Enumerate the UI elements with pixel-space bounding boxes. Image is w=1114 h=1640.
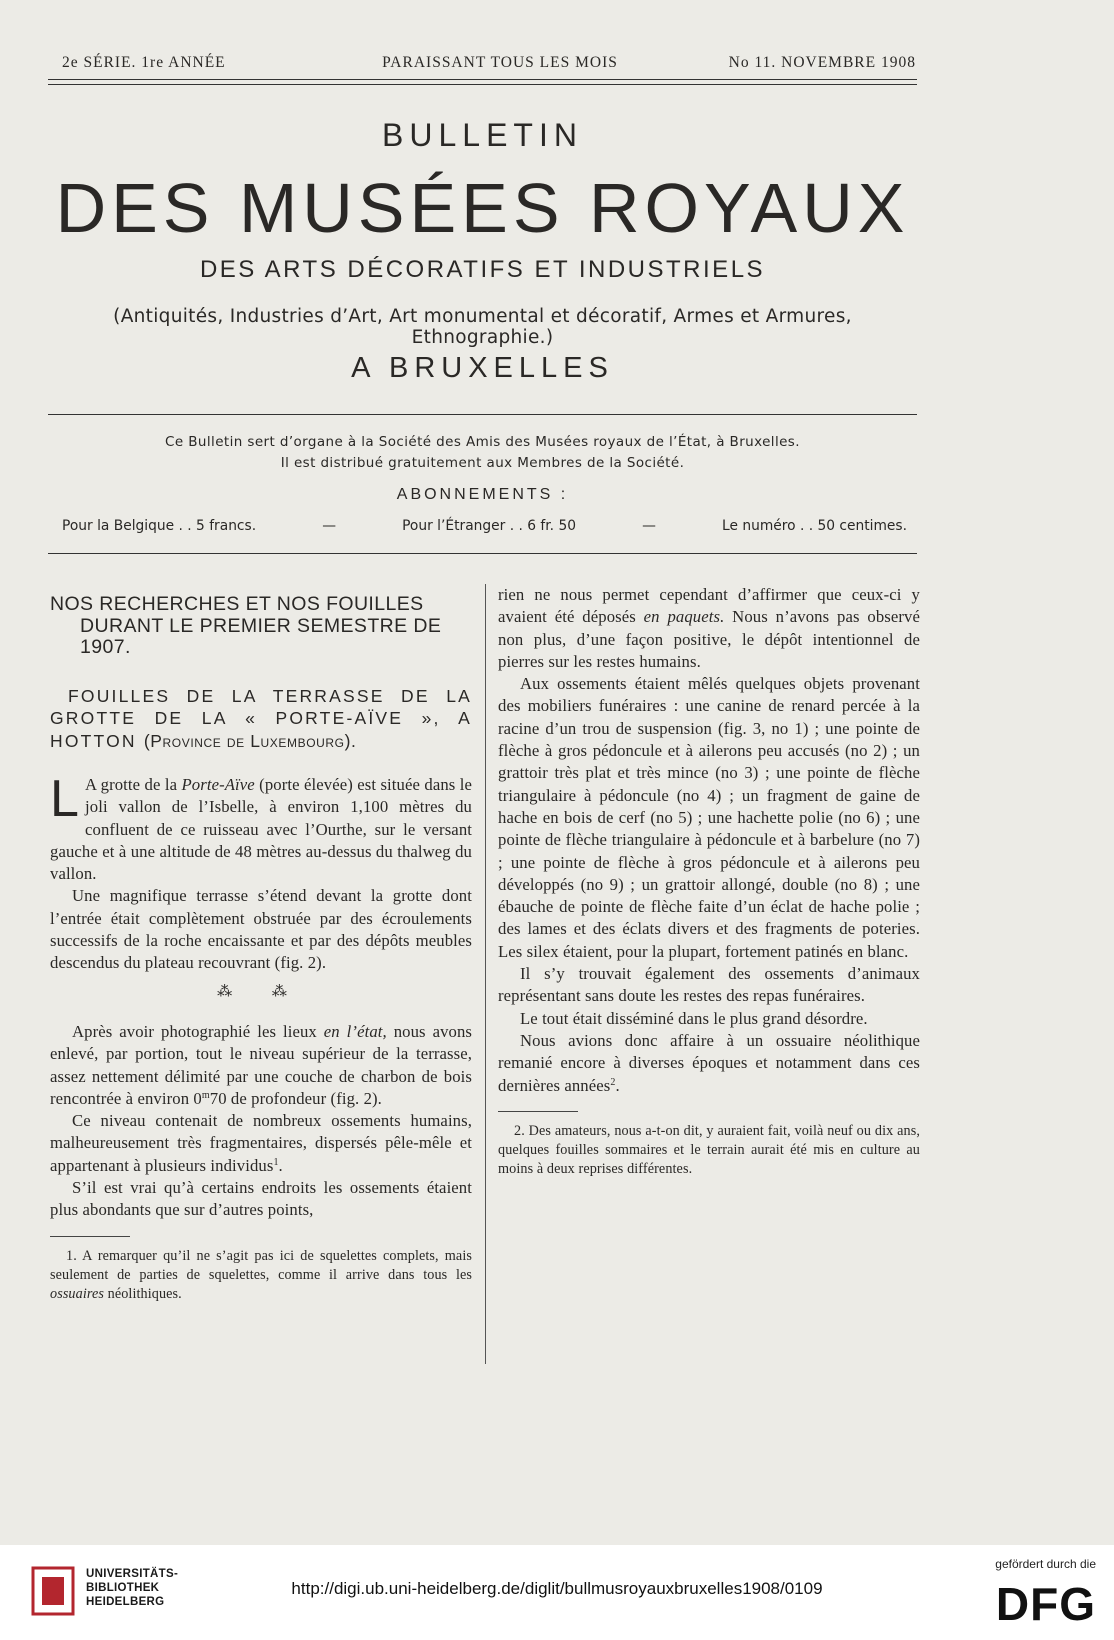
r1-emphasis: en paquets. bbox=[643, 607, 725, 627]
masthead-rule bbox=[48, 414, 917, 415]
footnote-ref-1: 1 bbox=[273, 1156, 279, 1168]
p1-emphasis: Porte-Aïve bbox=[181, 775, 255, 794]
section-title bbox=[50, 685, 472, 753]
masthead-title: DES MUSÉES ROYAUX bbox=[55, 169, 910, 247]
fn1-text-b: néolithiques. bbox=[103, 1285, 182, 1302]
header-series: 2e SÉRIE. 1re ANNÉE bbox=[62, 54, 226, 71]
paragraph-r3: Il s’y trouvait également des ossements d’animaux représentant sans doute les restes des repas funéraires. bbox=[498, 964, 920, 1006]
fn1-emphasis: ossuaires bbox=[50, 1285, 104, 1302]
column-divider bbox=[485, 584, 486, 1364]
subscription-heading: ABONNEMENTS : bbox=[396, 486, 569, 503]
library-line-1: UNIVERSITÄTS- bbox=[86, 1568, 179, 1580]
subscription-rule bbox=[48, 553, 917, 554]
paragraph-3 bbox=[50, 1021, 472, 1110]
library-line-3: HEIDELBERG bbox=[86, 1596, 165, 1608]
p3-superscript: m bbox=[201, 1089, 210, 1101]
organ-line-1: Ce Bulletin sert d’organe à la Société des Amis des Musées royaux de l’État, à Bruxelles. bbox=[165, 434, 800, 450]
masthead-description: (Antiquités, Industries d’Art, Art monumental et décoratif, Armes et Armures, Ethnographie.) bbox=[113, 306, 852, 348]
masthead-subtitle: DES ARTS DÉCORATIFS ET INDUSTRIELS bbox=[199, 256, 766, 283]
p3-text-b: nous avons enlevé, par portion, tout le niveau supérieur de la terrasse, assez nettement délimité par une couche de charbon de bois rencontrée à environ 0 bbox=[50, 1021, 473, 1108]
price-abroad: Pour l’Étranger . . 6 fr. 50 bbox=[402, 518, 576, 534]
p1-text-a: A grotte de la bbox=[85, 775, 182, 794]
footnote-rule-left bbox=[50, 1236, 130, 1237]
source-url-link[interactable]: http://digi.ub.uni-heidelberg.de/diglit/bullmusroyauxbruxelles1908/0109 bbox=[291, 1579, 823, 1598]
p1-text-b: (porte élevée) est située dans le joli vallon de l’Isbelle, à environ 1,100 mètres du confluent de ce ruisseau avec l’Ourthe, sur le versant gauche et à une altitude de 48 mètres au-dessus du thalweg du vallon. bbox=[50, 775, 472, 884]
paragraph-r2: Aux ossements étaient mêlés quelques objets provenant des mobiliers funéraires : une canine de renard percée à la racine d’un trou de suspension (fig. 3, no 1) ; une pointe de flèche à gros pédoncule et à ailerons peu accusés (no 2) ; un grattoir très plat et très mince (no 3) ; une pointe de flèche triangulaire à pédoncule (no 4) ; un fragment de gaine de hache en bois de cerf (no 5) ; une hachette polie (no 6) ; une pointe de flèche triangulaire à pédoncule et à barbelure (no 7) ; une pointe de flèche à gros pédoncule et à ailerons peu développés (no 9) ; un grattoir allongé, double (no 8) ; une ébauche de pointe de flèche faite d’un éclat de hache polie ; des lames et des éclats divers et des fragments de poteries. Les silex étaient, pour la plupart, fortement patinés en blanc. bbox=[498, 674, 920, 961]
funded-by-caption: gefördert durch die bbox=[995, 1557, 1096, 1571]
article-column-left bbox=[50, 584, 472, 1304]
p3-text-a: Après avoir photographié les lieux bbox=[72, 1021, 324, 1041]
paragraph-r5 bbox=[498, 1030, 920, 1097]
p3-emphasis: en l’état, bbox=[323, 1021, 387, 1041]
paragraph-2: Une magnifique terrasse s’étend devant la grotte dont l’entrée était complètement obstruée par des écroulements successifs de la roche encaissante et par des dépôts meubles descendus du plateau recouvrant (fig. 2). bbox=[50, 886, 472, 973]
library-line-2: BIBLIOTHEK bbox=[86, 1582, 160, 1594]
paragraph-1 bbox=[50, 770, 472, 885]
header-issue: No 11. NOVEMBRE 1908 bbox=[728, 54, 916, 71]
r1-text-a: rien ne nous permet cependant d’affirmer que ceux-ci y avaient été déposés bbox=[498, 585, 920, 627]
drop-cap: L bbox=[50, 770, 80, 828]
section-province: (Province de Luxembourg). bbox=[143, 730, 357, 751]
price-belgium: Pour la Belgique . . 5 francs. bbox=[62, 518, 257, 534]
section-ornament: ⁂ ⁂ bbox=[217, 983, 305, 1000]
r5-text: Nous avions donc affaire à un ossuaire néolithique remanié encore à diverses époques et notamment dans ces dernières années bbox=[498, 1030, 920, 1095]
price-dash-2: — bbox=[642, 518, 656, 534]
header-frequency: PARAISSANT TOUS LES MOIS bbox=[382, 54, 618, 71]
footer-banner bbox=[0, 1545, 1114, 1640]
footnote-ref-2: 2 bbox=[610, 1076, 616, 1088]
r5-end: . bbox=[615, 1075, 620, 1095]
fn1-text-a: 1. A remarquer qu’il ne s’agit pas ici de squelettes complets, mais seulement de parties de squelettes, comme il arrive dans tous les bbox=[50, 1247, 472, 1283]
organ-line-2: Il est distribué gratuitement aux Membres de la Société. bbox=[280, 455, 685, 471]
price-dash-1: — bbox=[322, 518, 336, 534]
subscription-prices bbox=[62, 518, 907, 534]
masthead-bulletin: BULLETIN bbox=[382, 117, 583, 153]
footnote-rule-right bbox=[498, 1111, 578, 1112]
paragraph-5: S’il est vrai qu’à certains endroits les ossements étaient plus abondants que sur d’autres points, bbox=[50, 1178, 472, 1220]
section-title-main: FOUILLES DE LA TERRASSE DE LA GROTTE DE LA « PORTE-AÏVE », A HOTTON bbox=[50, 685, 472, 751]
footnote-2: 2. Des amateurs, nous a-t-on dit, y auraient fait, voilà neuf ou dix ans, quelques fouilles sommaires et le terrain aurait été mis en culture au moins à deux reprises différentes. bbox=[498, 1122, 920, 1177]
masthead-city: A BRUXELLES bbox=[351, 352, 614, 384]
paragraph-4 bbox=[50, 1110, 472, 1177]
dfg-logo: DFG bbox=[995, 1578, 1096, 1630]
p4-end: . bbox=[278, 1155, 283, 1175]
paragraph-r1 bbox=[498, 584, 920, 673]
r1-text-b: Nous n’avons pas observé non plus, d’une façon positive, le dépôt intentionnel de pierres sur les restes humains. bbox=[498, 607, 920, 671]
price-single-issue: Le numéro . . 50 centimes. bbox=[722, 518, 907, 534]
p4-text: Ce niveau contenait de nombreux ossements humains, malheureusement très fragmentaires, dispersés pêle-mêle et appartenant à plusieurs individus bbox=[50, 1111, 472, 1175]
footnote-1 bbox=[50, 1247, 472, 1304]
header-rule-thin bbox=[48, 84, 917, 85]
header-rule bbox=[48, 79, 917, 80]
paragraph-r4: Le tout était disséminé dans le plus grand désordre. bbox=[520, 1008, 868, 1028]
article-title: NOS RECHERCHES ET NOS FOUILLES DURANT LE PREMIER SEMESTRE DE 1907. bbox=[50, 593, 442, 658]
article-column-right bbox=[498, 584, 920, 1179]
p3-text-c: 70 de profondeur (fig. 2). bbox=[209, 1088, 382, 1108]
